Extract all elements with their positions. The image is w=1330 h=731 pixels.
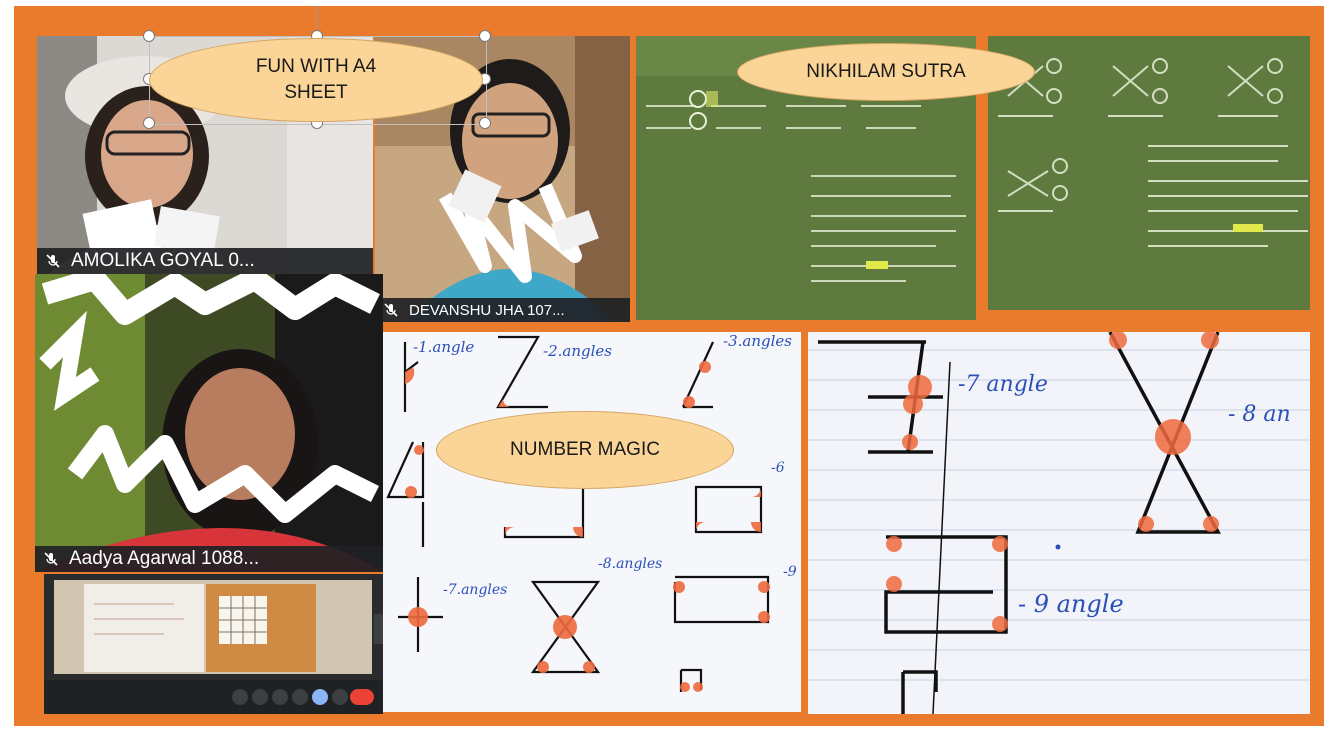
resize-handle[interactable]	[143, 30, 155, 42]
angle-note: - 8 an	[1228, 402, 1291, 427]
board-image-nikhilam-2	[988, 36, 1310, 310]
participant-name: Aadya Agarwal 1088...	[69, 548, 260, 569]
participant-name: AMOLIKA GOYAL 0...	[71, 250, 255, 271]
camera-icon[interactable]	[252, 689, 268, 705]
notebook-image-angles-large	[808, 332, 1310, 714]
video-tile-aadya[interactable]	[35, 274, 383, 572]
meeting-controls-bar	[44, 680, 383, 714]
participant-name-bar	[37, 248, 373, 274]
participant-name-bar	[375, 298, 630, 322]
angle-note: -3.angles	[723, 332, 792, 350]
mic-off-icon	[383, 302, 399, 318]
angle-drawings	[383, 332, 801, 712]
callout-text: NIKHILAM SUTRA	[806, 61, 966, 82]
angle-note: -7.angles	[443, 582, 508, 598]
mic-off-icon	[43, 551, 59, 567]
captions-icon[interactable]	[272, 689, 288, 705]
angle-note: -7 angle	[958, 372, 1048, 397]
participant-name: DEVANSHU JHA 107...	[409, 301, 565, 319]
notebook-image-angles	[383, 332, 801, 712]
callout-text: NUMBER MAGIC	[510, 439, 660, 460]
mic-off-icon	[45, 253, 61, 269]
angle-note: -9	[783, 564, 797, 580]
angle-note: -2.angles	[543, 342, 612, 360]
callout-text: FUN WITH A4 SHEET	[255, 56, 377, 103]
angle-note: -8.angles	[598, 556, 663, 572]
hand-icon[interactable]	[312, 689, 328, 705]
more-icon[interactable]	[332, 689, 348, 705]
angle-note: -1.angle	[413, 338, 475, 356]
resize-handle[interactable]	[143, 117, 155, 129]
resize-handle[interactable]	[479, 30, 491, 42]
rotate-handle-line	[316, 6, 317, 30]
board-writing	[988, 36, 1310, 310]
callout-number-magic[interactable]	[436, 411, 734, 489]
angle-note: - 9 angle	[1018, 590, 1124, 618]
participant-video	[35, 274, 383, 572]
angle-drawings-large	[808, 332, 1310, 714]
participant-name-bar	[35, 546, 383, 572]
callout-nikhilam-sutra[interactable]	[737, 43, 1035, 101]
meet-screenshot	[44, 574, 383, 714]
resize-handle[interactable]	[479, 117, 491, 129]
mic-icon[interactable]	[232, 689, 248, 705]
angle-note: -6	[771, 460, 785, 476]
hang-up-icon[interactable]	[350, 689, 374, 705]
shared-screen-preview	[44, 574, 383, 680]
callout-fun-with-a4[interactable]	[149, 38, 483, 122]
present-icon[interactable]	[292, 689, 308, 705]
